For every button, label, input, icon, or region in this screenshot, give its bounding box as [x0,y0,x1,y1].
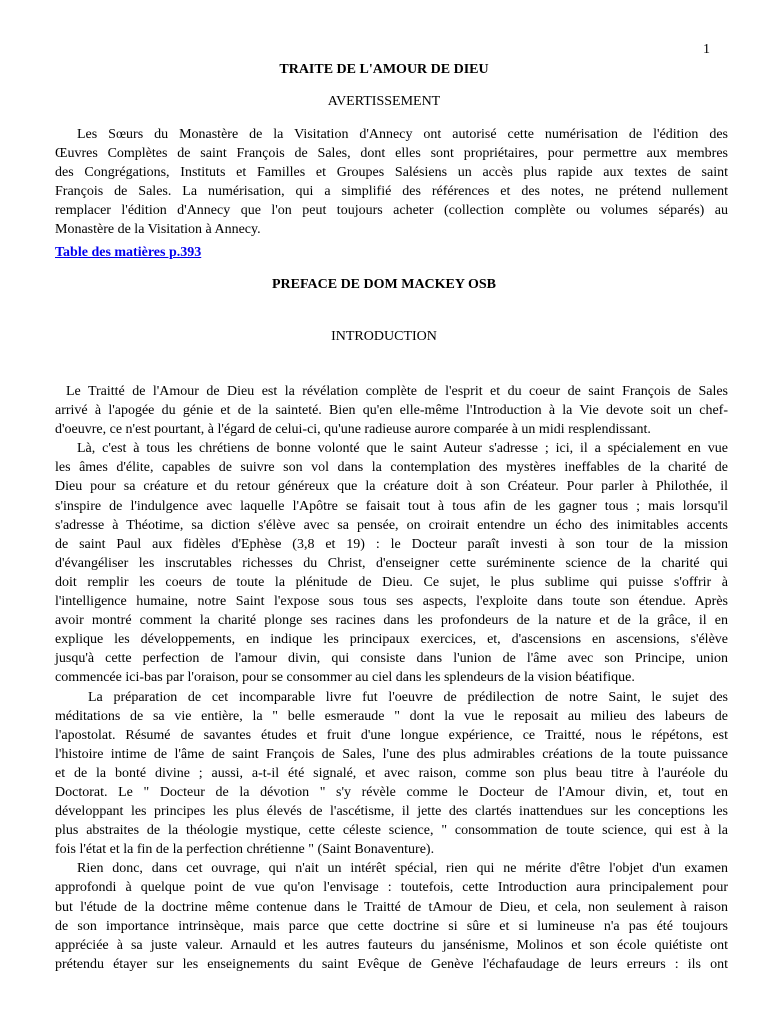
intro-line: s'inspire de l'indulgence avec laquelle l'Apôtre se faisait tout à tous afin de les gagner tous ; mais lorsqu'il [55,498,728,514]
intro-line: méditations de sa vie entière, la " belle esmeraude " dont la vue le reposait au milieu des labeurs de [55,708,728,724]
avertissement-line: Œuvres Complètes de saint François de Sales, dont elles sont propriétaires, pour permettre aux membres [55,146,728,162]
intro-line: arrivé à l'apogée du génie et de la sainteté. Bien qu'en elle-même l'Introduction à la Vie devote soit un chef- [55,403,728,419]
intro-line: Dieu pour sa créature et du retour généreux que la créature doit à son Créateur. Pour parler à Philothée, il [55,479,728,495]
intro-line: les âmes d'élite, capables de suivre son vol dans la contemplation des mystères ineffables de la charité de [55,460,728,476]
intro-line: l'apostolat. Résumé de savantes études et fruit d'une longue expérience, ce Traitté, nous le répétons, est [55,727,728,743]
avertissement-line: Les Sœurs du Monastère de la Visitation d'Annecy ont autorisé cette numérisation de l'édition des [77,127,728,142]
intro-line: but l'étude de la doctrine même contenue dans le Traitté de tAmour de Dieu, et cela, non seulement à raison [55,899,728,915]
introduction-body [55,382,728,974]
introduction-heading: INTRODUCTION [331,329,437,344]
intro-line: Là, c'est à tous les chrétiens de bonne volonté que le saint Auteur s'adresse ; ici, il a spécialement en vue [77,441,728,457]
document-title: TRAITE DE L'AMOUR DE DIEU [279,62,489,77]
preface-heading: PREFACE DE DOM MACKEY OSB [272,277,496,292]
intro-line: approfondi à quelque point de vue qu'on l'envisage : toutefois, cette Introduction aura principalement pour [55,880,728,896]
avertissement-heading: AVERTISSEMENT [327,94,441,109]
avertissement-paragraph [55,125,728,240]
intro-line: s'adresse à Théotime, sa diction s'élève avec sa pensée, on croirait entendre un écho des inimitables accents [55,517,728,533]
intro-line: avoir montré comment la charité plonge ses racines dans les profondeurs de la nature et de la grâce, il en [55,613,728,629]
intro-line: appréciée à sa juste valeur. Arnauld et les autres fauteurs du jansénisme, Molinos et son école quiétiste ont [55,937,728,953]
intro-line: commencée ici-bas par l'oraison, pour se consommer au ciel dans les splendeurs de la vision béatifique. [55,670,635,686]
avertissement-line: remplacer l'édition d'Annecy que l'on peut toujours acheter (collection complète ou volumes séparés) au [55,203,728,219]
intro-line: Le Traitté de l'Amour de Dieu est la révélation complète de l'esprit et du coeur de saint François de Sales [66,384,728,399]
intro-line: La préparation de cet incomparable livre fut l'oeuvre de prédilection de notre Saint, le sujet des [88,689,728,705]
page-number: 1 [703,42,710,57]
intro-line: prétendu étayer sur les enseignements du saint Evêque de Genève l'échafaudage de leurs erreurs : ils ont [55,956,728,972]
intro-line: Rien donc, dans cet ouvrage, qui n'ait un intérêt spécial, rien qui ne mérite d'être l'objet d'un examen [77,861,728,877]
avertissement-line: des Congrégations, Instituts et Familles et Groupes Salésiens un accès plus rapide aux textes de saint [55,165,728,181]
intro-line: jusqu'à cette perfection de l'amour divin, qui consiste dans l'union de l'âme avec son Principe, union [55,651,728,667]
intro-line: l'intelligence humaine, notre Saint l'expose sous tous ses aspects, l'exploite dans toute son étendue. Après [55,594,728,610]
intro-line: doit remplir les coeurs de toute la plénitude de Dieu. Ce sujet, le plus sublime qui puisse s'offrir à [55,574,728,590]
intro-line: d'oeuvre, ce n'est pourtant, à l'égard de celui-ci, qu'une radieuse aurore comparée à un midi resplendissant. [55,422,651,438]
intro-line: de son importance intrinsèque, mais parce que cette doctrine si sûre et si lumineuse n'a pas été toujours [55,918,728,934]
intro-line: développant les principes les plus élevés de l'ascétisme, il jette des clartés inattendues sur les conceptions les [55,804,728,820]
avertissement-line: Monastère de la Visitation à Annecy. [55,222,261,238]
intro-line: l'histoire intime de l'âme de saint François de Sales, l'une des plus admirables créations de la toute puissance [55,746,728,762]
intro-line: explique les développements, en indique les principaux exercices, et, d'ascensions en ascensions, s'élève [55,632,728,648]
avertissement-line: François de Sales. La numérisation, qui a simplifié des références et des notes, ne prétend nullement [55,184,728,200]
intro-line: plus abstraites de la théologie mystique, cette céleste science, " consommation de toute science, qui est à la [55,823,728,839]
intro-line: d'évangéliser les inscrutables richesses du Christ, d'enseigner cette suréminente science de la charité qui [55,555,728,571]
intro-line: de saint Paul aux fidèles d'Ephèse (3,8 et 19) : le Docteur paraît investi à son tour de la mission [55,536,728,552]
intro-line: fois l'état et la fin de la perfection chrétienne " (Saint Bonaventure). [55,842,435,858]
intro-line: et de la bonté divine ; aussi, a-t-il été signalé, et avec raison, comme son plus beau titre à l'auréole du [55,765,728,781]
intro-line: Doctorat. Le " Docteur de la dévotion " s'y révèle comme le Docteur de l'Amour divin, et, tout en [55,784,728,800]
table-of-contents-link[interactable]: Table des matières p.393 [55,245,202,260]
